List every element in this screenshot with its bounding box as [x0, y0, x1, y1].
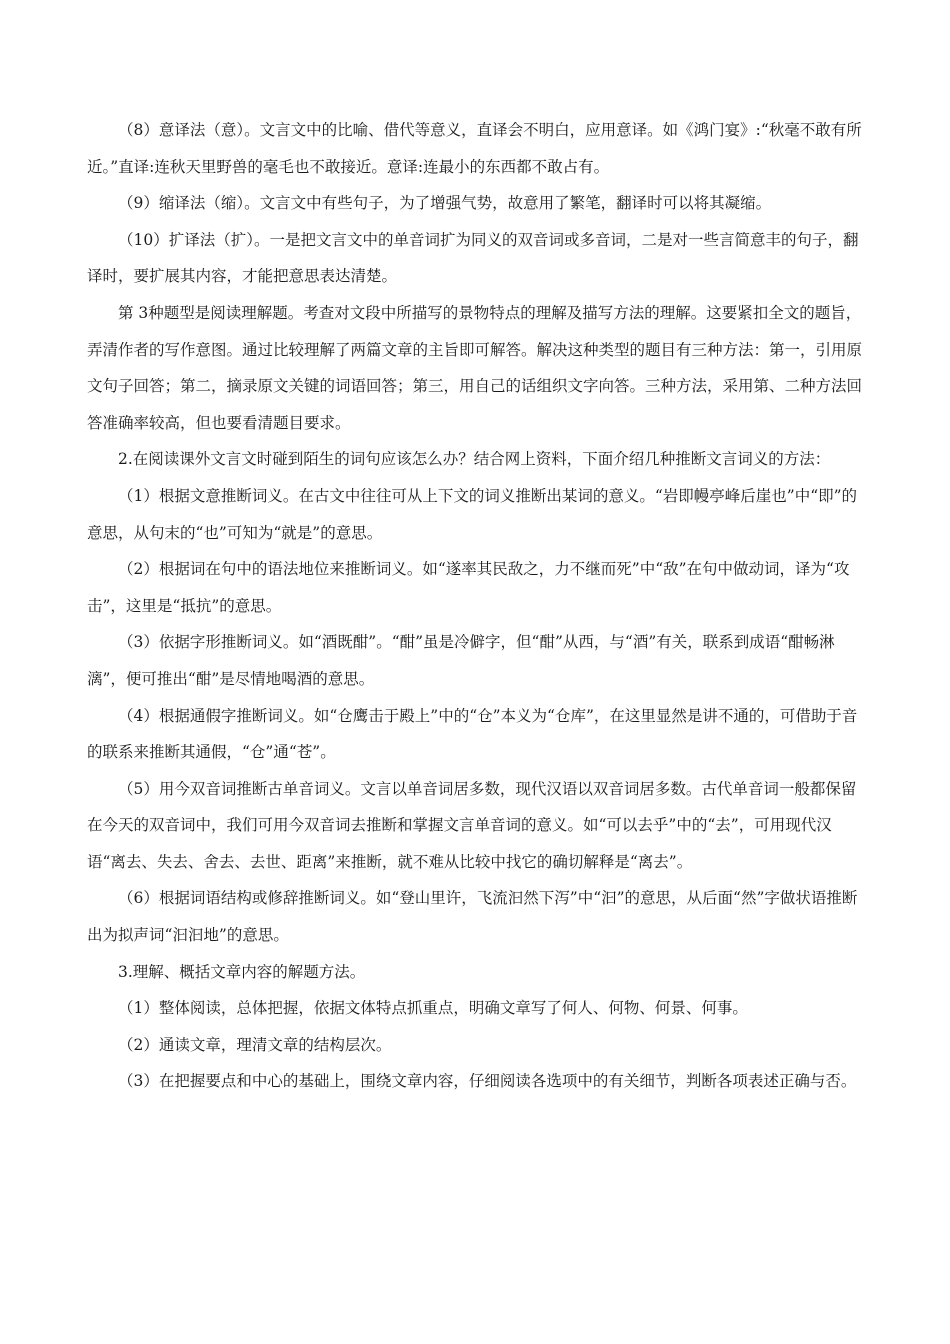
paragraph-infer-by-character-form: （3）依据字形推断词义。如“酒既酣”。“酣”虽是冷僻字，但“酣”从西，与“酒”有关，联系到成语“酣畅淋漓”，便可推出“酣”是尽情地喝酒的意思。: [87, 633, 835, 688]
paragraph-infer-by-loan-character: （4）根据通假字推断词义。如“仓鹰击于殿上”中的“仓”本义为“仓库”，在这里显然是讲不通的，可借助于音的联系来推断其通假，“仓”通“苍”。: [87, 706, 858, 762]
paragraph-infer-by-structure-rhetoric: （6）根据词语结构或修辞推断词义。如“登山里许，飞流汩然下泻”中“汩”的意思，从后面“然”字做状语推断出为拟声词“汩汩地”的意思。: [87, 889, 858, 945]
paragraph-expanded-translation-method: （10）扩译法（扩）。一是把文言文中的单音词扩为同义的双音词或多音词，二是对一些言简意丰的句子，翻译时，要扩展其内容，才能把意思表达清楚。: [87, 230, 859, 286]
paragraph-structure-levels: （2）通读文章，理清文章的结构层次。: [118, 1035, 392, 1054]
paragraph-infer-by-modern-compound: （5）用今双音词推断古单音词义。文言以单音词居多数，现代汉语以双音词居多数。古代单音词一般都保留在今天的双音词中，我们可用今双音词去推断和掌握文言单音词的意义。如“可以去乎”中的“去”，可用现代汉语“离去、失去、舍去、去世、距离”来推断，就不难从比较中找它的确切解释是“离去”。: [87, 779, 857, 871]
document-body: [87, 112, 864, 1100]
paragraph-unfamiliar-words-intro: 2.在阅读课外文言文时碰到陌生的词句应该怎么办？结合网上资料，下面介绍几种推断文言词义的方法：: [118, 450, 831, 469]
paragraph-summarize-methods-heading: 3.理解、概括文章内容的解题方法。: [118, 962, 366, 981]
paragraph-infer-by-context: （1）根据文意推断词义。在古文中往往可从上下文的词义推断出某词的意义。“岩即幔亭峰后崖也”中“即”的意思，从句末的“也”可知为“就是”的意思。: [87, 486, 858, 542]
paragraph-reading-comprehension-type: 第 3种题型是阅读理解题。考查对文段中所描写的景物特点的理解及描写方法的理解。这要紧扣全文的题旨，弄清作者的写作意图。通过比较理解了两篇文章的主旨即可解答。解决这种类型的题目有三种方法：第一，引用原文句子回答；第二，摘录原文关键的词语回答；第三，用自己的话组织文字向答。三种方法，采用第、二种方法回答准确率较高，但也要看清题目要求。: [87, 303, 863, 432]
paragraph-free-translation-method: （8）意译法（意）。文言文中的比喻、借代等意义，直译会不明白，应用意译。如《鸿门宴》:“秋毫不敢有所近。”直译:连秋天里野兽的毫毛也不敢接近。意译:连最小的东西都不敢占有。: [87, 121, 862, 176]
paragraph-condensed-translation-method: （9）缩译法（缩）。文言文中有些句子，为了增强气势，故意用了繁笔，翻译时可以将其凝缩。: [118, 194, 772, 213]
paragraph-overall-reading: （1）整体阅读，总体把握，依据文体特点抓重点，明确文章写了何人、何物、何景、何事。: [118, 999, 748, 1018]
paragraph-infer-by-grammar: （2）根据词在句中的语法地位来推断词义。如“遂率其民敌之，力不继而死”中“敌”在句中做动词，译为“攻击”，这里是“抵抗”的意思。: [87, 560, 850, 615]
paragraph-judge-options: （3）在把握要点和中心的基础上，围绕文章内容，仔细阅读各选项中的有关细节，判断各项表述正确与否。: [118, 1072, 857, 1091]
